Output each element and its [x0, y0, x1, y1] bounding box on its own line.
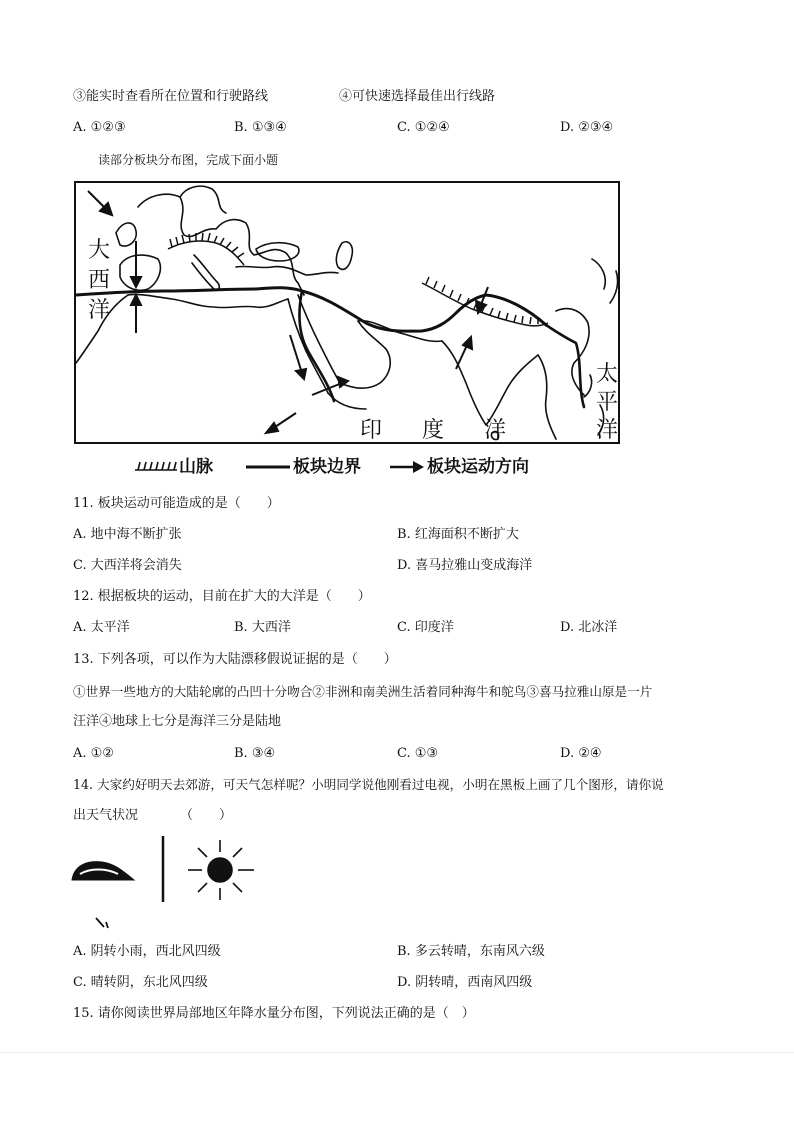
q12-option-d: D. 北冰洋 [560, 620, 618, 635]
prev-choice-b: B. ①③④ [234, 120, 287, 135]
q14-option-b: B. 多云转晴，东南风六级 [397, 944, 545, 959]
atlantic-label-1: 大 [88, 238, 111, 263]
pacific-label-3: 洋 [596, 418, 619, 443]
arabia-coast [340, 321, 390, 388]
q11-option-b: B. 红海面积不断扩大 [397, 527, 519, 542]
q13-statement-line2: 汪洋④地球上七分是海洋三分是陆地 [73, 714, 282, 729]
caspian-sea [336, 242, 352, 270]
q13-option-b: B. ③④ [234, 746, 276, 761]
prev-option-3: ③能实时查看所在位置和行驶路线 [73, 89, 269, 104]
weather-symbols [66, 834, 276, 934]
plate-map [74, 181, 620, 444]
q12-option-a: A. 太平洋 [73, 620, 130, 635]
q15-stem: 15. 请你阅读世界局部地区年降水量分布图，下列说法正确的是（ ） [73, 1006, 475, 1021]
indian-label-1: 印 [360, 418, 383, 443]
pacific-label-1: 太 [596, 362, 619, 387]
pacific-label-2: 平 [596, 390, 619, 415]
q11-option-c: C. 大西洋将会消失 [73, 558, 182, 573]
iberia [120, 255, 160, 290]
britain [116, 223, 136, 246]
q13-option-d: D. ②④ [560, 746, 602, 761]
legend-boundary-label: 板块边界 [293, 457, 361, 477]
q13-option-a: A. ①② [73, 746, 114, 761]
q13-statement-line1: ①世界一些地方的大陆轮廓的凸凹十分吻合②非洲和南美洲生活着同种海牛和鸵鸟③喜马拉雅山原是一片 [73, 684, 653, 699]
arrow-head [463, 337, 472, 349]
weather-symbols-drawing [66, 834, 276, 934]
atlantic-label-2: 西 [88, 268, 111, 293]
sun-icon [188, 840, 254, 900]
prev-choice-d: D. ②③④ [560, 120, 614, 135]
africa-north-coast [128, 294, 288, 307]
q14-stem-line2: 出天气状况 [73, 808, 139, 823]
boundary-legend-icon [245, 464, 291, 470]
q11-stem: 11. 板块运动可能造成的是（ ） [73, 496, 280, 511]
legend-direction-label: 板块运动方向 [427, 457, 529, 477]
prev-choice-a: A. ①②③ [73, 120, 126, 135]
arrow-head [476, 301, 486, 313]
q14-option-d: D. 阴转晴，西南风四级 [397, 975, 533, 990]
plate-boundary-red-sea [300, 291, 334, 401]
page-bottom-divider [0, 1052, 794, 1053]
india-coast [442, 341, 538, 425]
q12-stem: 12. 根据板块的运动，目前在扩大的大洋是（ ） [73, 589, 371, 604]
map-legend [133, 455, 573, 481]
legend-mountain-label: 山脉 [179, 457, 213, 477]
greece-turkey [236, 266, 338, 275]
korea-japan [592, 259, 618, 303]
arrow-head [131, 295, 141, 305]
alps-mountain-line [168, 241, 244, 265]
wind-barb-icon [96, 918, 108, 928]
mountain-symbols [168, 233, 548, 326]
q14-option-c: C. 晴转阴，东北风四级 [73, 975, 208, 990]
arrow-head [266, 423, 278, 433]
movement-arrows [88, 191, 488, 433]
plate-boundary-pacific [546, 325, 584, 407]
q14-option-a: A. 阴转小雨，西北风四级 [73, 944, 221, 959]
china-coast [556, 309, 589, 395]
prev-choice-c: C. ①②④ [397, 120, 450, 135]
q13-stem: 13. 下列各项，可以作为大陆漂移假说证据的是（ ） [73, 652, 397, 667]
direction-legend-icon [389, 459, 425, 475]
indian-label-2: 度 [422, 418, 445, 443]
cloud-icon [72, 862, 134, 880]
indochina [538, 355, 556, 439]
map-intro: 读部分板块分布图，完成下面小题 [98, 153, 279, 167]
arrow-head [131, 277, 141, 287]
italy [192, 255, 219, 290]
scandinavia [180, 186, 226, 213]
indian-label-3: 洋 [484, 418, 507, 443]
q13-option-c: C. ①③ [397, 746, 439, 761]
q11-option-d: D. 喜马拉雅山变成海洋 [397, 558, 533, 573]
q12-option-b: B. 大西洋 [234, 620, 291, 635]
q11-option-a: A. 地中海不断扩张 [73, 527, 182, 542]
mountain-legend-icon [133, 459, 179, 473]
prev-option-4: ④可快速选择最佳出行线路 [339, 89, 496, 104]
q14-answer-blank: （ ） [180, 808, 233, 823]
q12-option-c: C. 印度洋 [397, 620, 454, 635]
atlantic-label-3: 洋 [88, 298, 111, 323]
q14-stem-line1: 14. 大家约好明天去郊游，可天气怎样呢？小明同学说他刚看过电视，小明在黑板上画了几个图形，请你说 [73, 777, 664, 792]
plate-map-drawing [76, 183, 620, 444]
plate-boundary-asia [302, 291, 546, 331]
arrow-head [296, 369, 306, 379]
